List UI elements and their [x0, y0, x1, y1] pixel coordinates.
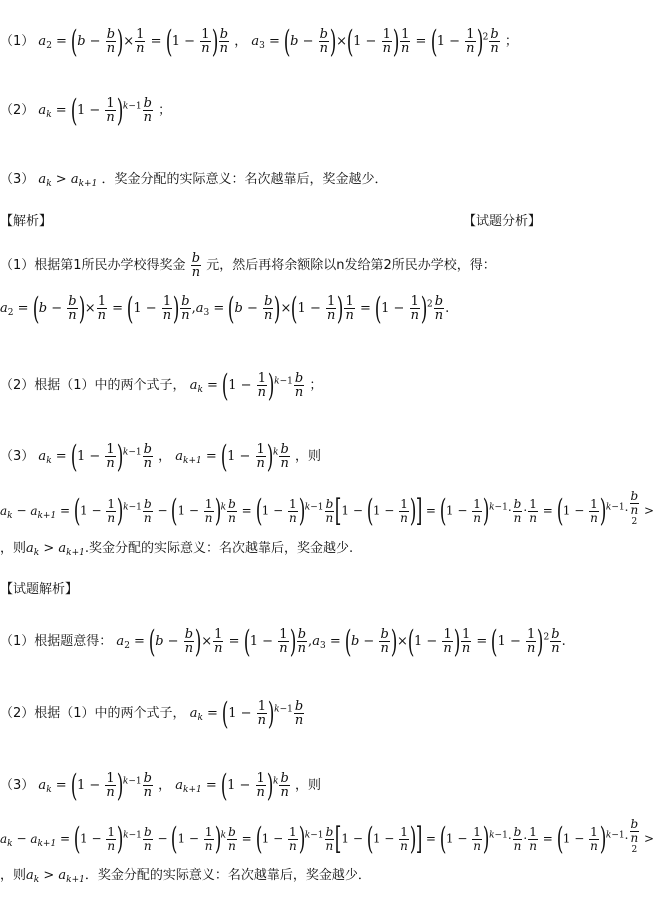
analysis-p1: （1）根据第1所民办学校得奖金 $\frac{b}{n}$ 元，然后再将余额除以n发给第2所民办学校，得： — [0, 251, 496, 280]
formula-ineq: $a_k > a_{k+1}$ — [38, 172, 98, 189]
formula-ak: $a_k = (1$ − $\frac{1}{n}$ )$^{k-1}$ $\frac{b}{n}$ — [38, 92, 152, 129]
analysis-subheading: 【试题分析】 — [463, 214, 542, 229]
analysis-heading: 【解析】 — [0, 214, 53, 229]
answer-3: （3） $a_k > a_{k+1}$ ．奖金分配的实际意义：名次越靠后，奖金越少． — [0, 172, 388, 189]
detail-p3-formula: $a_k - a_{k+1} = (1$ − $\frac{1}{n}$ )$^{k-1}$ $\frac{b}{n}$ − (1 − $\frac{1}{n}$ )$^k$ $\frac{b}{n}$ = (1 − $\frac{1}{n}$ )$^{k-1}$ $\frac{b}{n}$ [1 − (1 − $\frac{1}{n}$ )] = (1 − $\frac{1}{n}$ )$^{k-1}$· $\frac{b}{n}$ · $\frac{1}{n}$ = (1 − $\frac{1}{n}$ )$^{k-1}$· b n $^2$ > — [0, 817, 654, 857]
item-label: （1） — [0, 34, 35, 49]
detail-p3-conclusion: ，则$a_k > a_{k+1}$．奖金分配的实际意义：名次越靠后，奖金越少． — [0, 868, 371, 885]
formula-a3: $a_3 = (b$ − $\frac{b}{n}$ )×(1 − $\frac{1}{n}$ ) $\frac{1}{n}$ = (1 − $\frac{1}{n}$ )$^2$ $\frac{b}{n}$ — [251, 23, 499, 60]
analysis-p1-formula: $a_2 = (b$ − $\frac{b}{n}$ )× $\frac{1}{n}$ = (1 − $\frac{1}{n}$ ) $\frac{b}{n}$ $,a_3 = (b$ − $\frac{b}{n}$ )×(1 − $\frac{1}{n}$ ) $\frac{1}{n}$ = (1 − $\frac{1}{n}$ )$^2$ $\frac{b}{n}$ . — [0, 290, 450, 327]
analysis-p3: （3） $a_k = (1$ − $\frac{1}{n}$ )$^{k-1}$ $\frac{b}{n}$ ， $a_{k+1} = (1$ − $\frac{1}{n}$ )$^k$ $\frac{b}{n}$ ，则 — [0, 438, 321, 475]
analysis-p3-conclusion: ，则$a_k > a_{k+1}$.奖金分配的实际意义：名次越靠后，奖金越少. — [0, 541, 354, 558]
detail-heading: 【试题解析】 — [0, 582, 79, 597]
answer-2: （2） $a_k = (1$ − $\frac{1}{n}$ )$^{k-1}$ $\frac{b}{n}$ ； — [0, 92, 172, 129]
analysis-p3-formula: $a_k - a_{k+1} = (1$ − $\frac{1}{n}$ )$^{k-1}$ $\frac{b}{n}$ − (1 − $\frac{1}{n}$ )$^k$ $\frac{b}{n}$ = (1 − $\frac{1}{n}$ )$^{k-1}$ $\frac{b}{n}$ [1 − (1 − $\frac{1}{n}$ )] = (1 − $\frac{1}{n}$ )$^{k-1}$· $\frac{b}{n}$ · $\frac{1}{n}$ = (1 − $\frac{1}{n}$ )$^{k-1}$· b n $^2$ > — [0, 489, 654, 529]
analysis-p2: （2）根据（1）中的两个式子， $a_k = (1$ − $\frac{1}{n}$ )$^{k-1}$ $\frac{b}{n}$ ； — [0, 367, 323, 404]
detail-p2: （2）根据（1）中的两个式子， $a_k = (1$ − $\frac{1}{n}$ )$^{k-1}$ $\frac{b}{n}$ — [0, 695, 304, 732]
formula-a2: $a_2 = (b$ − $\frac{b}{n}$ )× $\frac{1}{n}$ = (1 − $\frac{1}{n}$ ) $\frac{b}{n}$ — [38, 23, 229, 60]
detail-p3: （3） $a_k = (1$ − $\frac{1}{n}$ )$^{k-1}$ $\frac{b}{n}$ ， $a_{k+1} = (1$ − $\frac{1}{n}$ )$^k$ $\frac{b}{n}$ ，则 — [0, 767, 321, 804]
answer-1: （1） $a_2 = (b$ − $\frac{b}{n}$ )× $\frac{1}{n}$ = (1 − $\frac{1}{n}$ ) $\frac{b}{n}$ ， $a_3 = (b$ − $\frac{b}{n}$ )×(1 − $\frac{1}{n}$ ) $\frac{1}{n}$ = (1 − $\frac{1}{n}$ )$^2$ $\frac{b}{n}$ ； — [0, 23, 518, 60]
detail-p1: （1）根据题意得： $a_2 = (b$ − $\frac{b}{n}$ )× $\frac{1}{n}$ = (1 − $\frac{1}{n}$ ) $\frac{b}{n}$ $,a_3 = (b$ − $\frac{b}{n}$ )×(1 − $\frac{1}{n}$ ) $\frac{1}{n}$ = (1 − $\frac{1}{n}$ )$^2$ $\frac{b}{n}$ . — [0, 623, 566, 660]
